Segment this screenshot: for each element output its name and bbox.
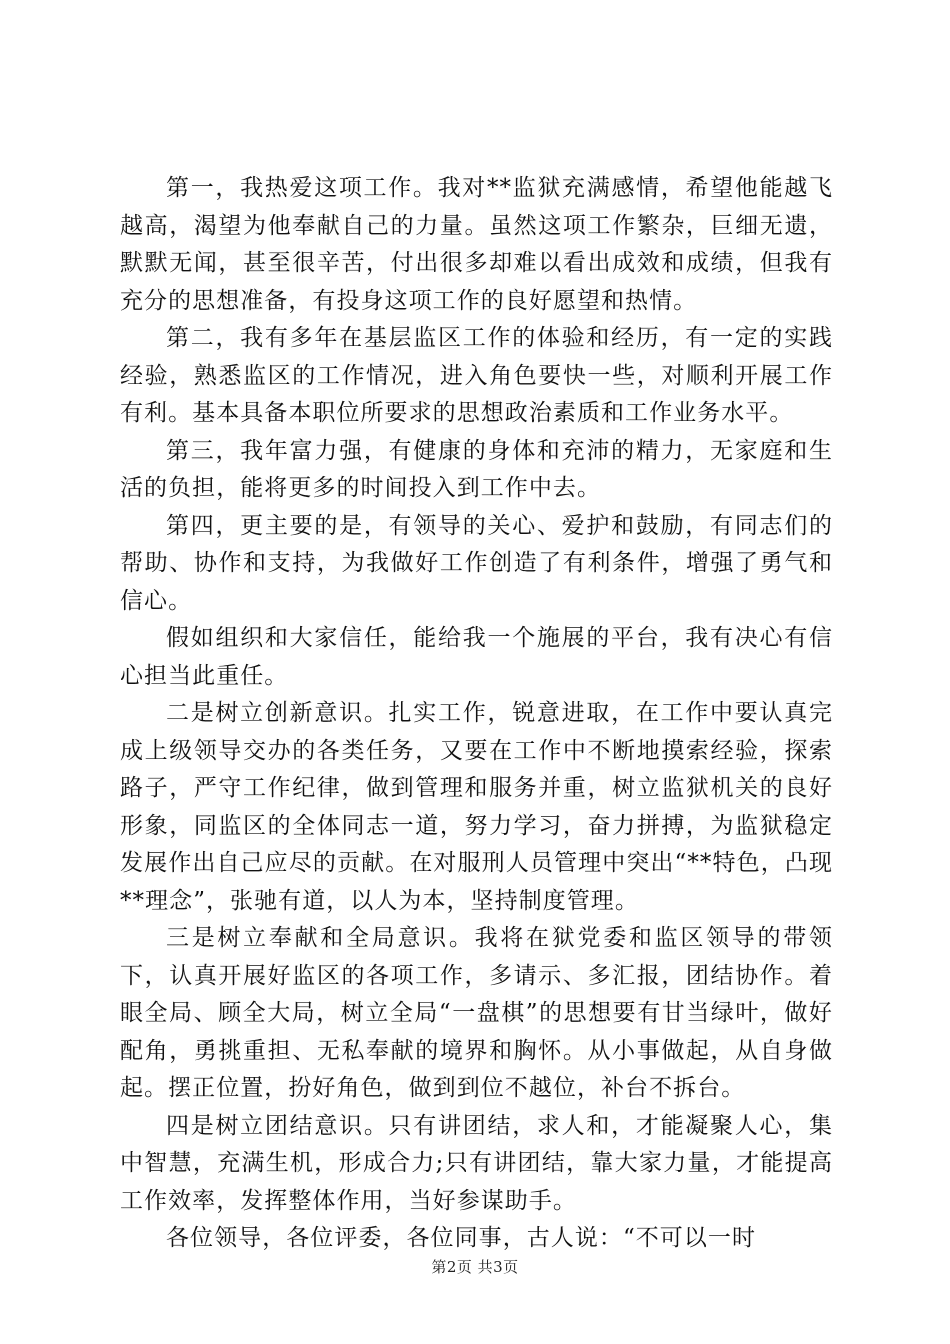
paragraph-6: 二是树立创新意识。扎实工作，锐意进取，在工作中要认真完成上级领导交办的各类任务，又要在工作中不断地摸索经验，探索路子，严守工作纪律，做到管理和服务并重，树立监狱机关的良好形象，同监区的全体同志一道，努力学习，奋力拼搏，为监狱稳定发展作出自己应尽的贡献。在对服刑人员管理中突出“**特色，凸现**理念”，张驰有道，以人为本，坚持制度管理。 (120, 700, 833, 914)
page-footer: 第2页 共3页 (431, 1258, 519, 1276)
paragraph-4: 第四，更主要的是，有领导的关心、爱护和鼓励，有同志们的帮助、协作和支持，为我做好工作创造了有利条件，增强了勇气和信心。 (120, 512, 833, 614)
paragraph-9: 各位领导，各位评委，各位同事，古人说：“不可以一时 (166, 1225, 757, 1251)
paragraph-1: 第一，我热爱这项工作。我对**监狱充满感情，希望他能越飞越高，渴望为他奉献自己的力量。虽然这项工作繁杂，巨细无遗，默默无闻，甚至很辛苦，付出很多却难以看出成效和成绩，但我有充分的思想准备，有投身这项工作的良好愿望和热情。 (120, 175, 833, 314)
paragraph-3: 第三，我年富力强，有健康的身体和充沛的精力，无家庭和生活的负担，能将更多的时间投入到工作中去。 (120, 437, 833, 501)
paragraph-2: 第二，我有多年在基层监区工作的体验和经历，有一定的实践经验，熟悉监区的工作情况，进入角色要快一些，对顺利开展工作有利。基本具备本职位所要求的思想政治素质和工作业务水平。 (120, 325, 833, 426)
paragraph-7: 三是树立奉献和全局意识。我将在狱党委和监区领导的带领下，认真开展好监区的各项工作，多请示、多汇报，团结协作。着眼全局、顾全大局，树立全局“一盘棋”的思想要有甘当绿叶，做好配角，勇挑重担、无私奉献的境界和胸怀。从小事做起，从自身做起。摆正位置，扮好角色，做到到位不越位，补台不拆台。 (120, 925, 833, 1101)
paragraph-5: 假如组织和大家信任，能给我一个施展的平台，我有决心有信心担当此重任。 (120, 625, 833, 689)
document-body (120, 170, 833, 1258)
paragraph-8: 四是树立团结意识。只有讲团结，求人和，才能凝聚人心，集中智慧，充满生机，形成合力;只有讲团结，靠大家力量，才能提高工作效率，发挥整体作用，当好参谋助手。 (120, 1112, 833, 1214)
